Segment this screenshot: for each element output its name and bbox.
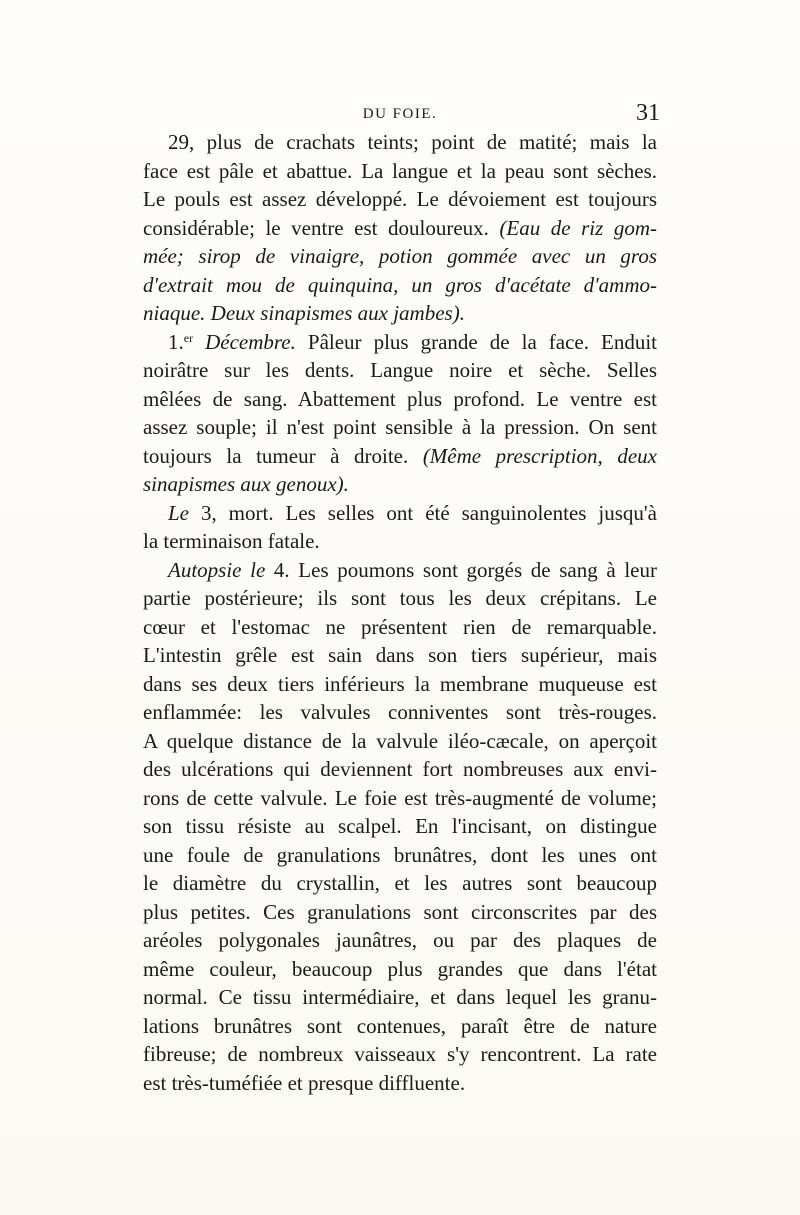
text-line	[143, 128, 657, 157]
text-line	[143, 214, 657, 243]
italic-text: niaque. Deux sinapismes aux jambes).	[143, 301, 465, 325]
text-segment: mêlées de sang. Abattement plus profond. Le ventre est	[143, 386, 657, 411]
text-line	[143, 955, 657, 984]
text-line	[143, 157, 657, 186]
text-segment: 4. Les poumons sont gorgés de sang à leur	[265, 557, 657, 582]
text-line	[143, 613, 657, 642]
text-line	[143, 271, 657, 300]
text-segment: dans ses deux tiers inférieurs la membrane muqueuse est	[143, 671, 657, 696]
text-line	[143, 584, 657, 613]
text-segment: face est pâle et abattue. La langue et la peau sont sèches.	[143, 158, 657, 183]
text-line	[143, 470, 657, 499]
text-segment: partie postérieure; ils sont tous les deux crépitans. Le	[143, 586, 657, 610]
text-line	[143, 727, 657, 756]
text-segment: cœur et l'estomac ne présentent rien de remarquable.	[143, 614, 657, 639]
italic-text: d'extrait mou de quinquina, un gros d'acétate d'ammo-	[143, 272, 657, 297]
text-line	[143, 556, 657, 585]
italic-text: sinapismes aux genoux).	[143, 472, 349, 496]
running-head-title: DU FOIE.	[362, 106, 438, 122]
italic-text: Autopsie le	[168, 557, 266, 582]
text-segment: L'intestin grêle est sain dans son tiers supérieur, mais	[143, 643, 657, 667]
text-segment: lations brunâtres sont contenues, paraît être de nature	[143, 1013, 657, 1038]
text-segment: rons de cette valvule. Le foie est très-augmenté de volume;	[143, 785, 657, 810]
text-segment: considérable; le ventre est douloureux.	[143, 215, 500, 240]
text-line	[143, 898, 657, 927]
text-line	[143, 1069, 657, 1098]
text-line	[143, 442, 657, 471]
text-segment: A quelque distance de la valvule iléo-cæcale, on aperçoit	[143, 728, 657, 753]
text-segment: même couleur, beaucoup plus grandes que dans l'état	[143, 956, 657, 981]
text-line	[143, 670, 657, 699]
text-segment: 1.	[168, 329, 184, 354]
text-segment: toujours la tumeur à droite.	[143, 443, 423, 468]
text-line	[143, 328, 657, 357]
text-line	[143, 812, 657, 841]
text-line	[143, 755, 657, 784]
text-line	[143, 1012, 657, 1041]
text-segment: enflammée: les valvules conniventes sont très-rouges.	[143, 700, 657, 724]
text-segment: le diamètre du crystallin, et les autres sont beaucoup	[143, 871, 657, 895]
text-segment: Pâleur plus grande de la face. Enduit	[295, 329, 658, 354]
text-segment	[193, 330, 205, 354]
text-segment: est très-tuméfiée et presque diffluente.	[143, 1070, 466, 1095]
italic-text: (Eau de riz gom-	[499, 215, 657, 240]
superscript: er	[183, 330, 194, 345]
italic-text: mée; sirop de vinaigre, potion gommée avec un gros	[143, 244, 657, 268]
text-segment: 29, plus de crachats teints; point de matité; mais la	[168, 130, 657, 154]
text-line	[143, 841, 657, 870]
text-segment: la terminaison fatale.	[143, 529, 320, 553]
text-segment: une foule de granulations brunâtres, dont les unes ont	[143, 842, 657, 867]
italic-text: (Même prescription, deux	[422, 443, 657, 468]
text-line	[143, 413, 657, 442]
text-line	[143, 926, 657, 955]
text-line	[143, 299, 657, 328]
text-line	[143, 983, 657, 1012]
text-line	[143, 527, 657, 556]
text-segment: son tissu résiste au scalpel. En l'incisant, on distingue	[143, 814, 657, 838]
text-segment: 3, mort. Les selles ont été sanguinolentes jusqu'à	[189, 500, 657, 525]
text-line	[143, 869, 657, 898]
body-text	[143, 128, 657, 1097]
text-segment: fibreuse; de nombreux vaisseaux s'y rencontrent. La rate	[143, 1042, 657, 1066]
text-segment: aréoles polygonales jaunâtres, ou par des plaques de	[143, 928, 657, 952]
page-number: 31	[636, 100, 660, 126]
text-segment: normal. Ce tissu intermédiaire, et dans lequel les granu-	[143, 985, 657, 1009]
text-line	[143, 784, 657, 813]
text-line	[143, 641, 657, 670]
running-head	[140, 100, 660, 128]
text-segment: Le pouls est assez développé. Le dévoiement est toujours	[143, 187, 657, 211]
text-line	[143, 499, 657, 528]
italic-text: Décembre.	[205, 329, 296, 354]
italic-text: Le	[168, 500, 189, 525]
text-line	[143, 1040, 657, 1069]
text-line	[143, 242, 657, 271]
text-segment: assez souple; il n'est point sensible à la pression. On sent	[143, 415, 657, 439]
text-line	[143, 185, 657, 214]
text-segment: noirâtre sur les dents. Langue noire et sèche. Selles	[143, 358, 657, 382]
text-line	[143, 356, 657, 385]
text-segment: des ulcérations qui deviennent fort nombreuses aux envi-	[143, 757, 657, 781]
text-line	[143, 385, 657, 414]
text-segment: plus petites. Ces granulations sont circonscrites par des	[143, 899, 657, 924]
text-line	[143, 698, 657, 727]
